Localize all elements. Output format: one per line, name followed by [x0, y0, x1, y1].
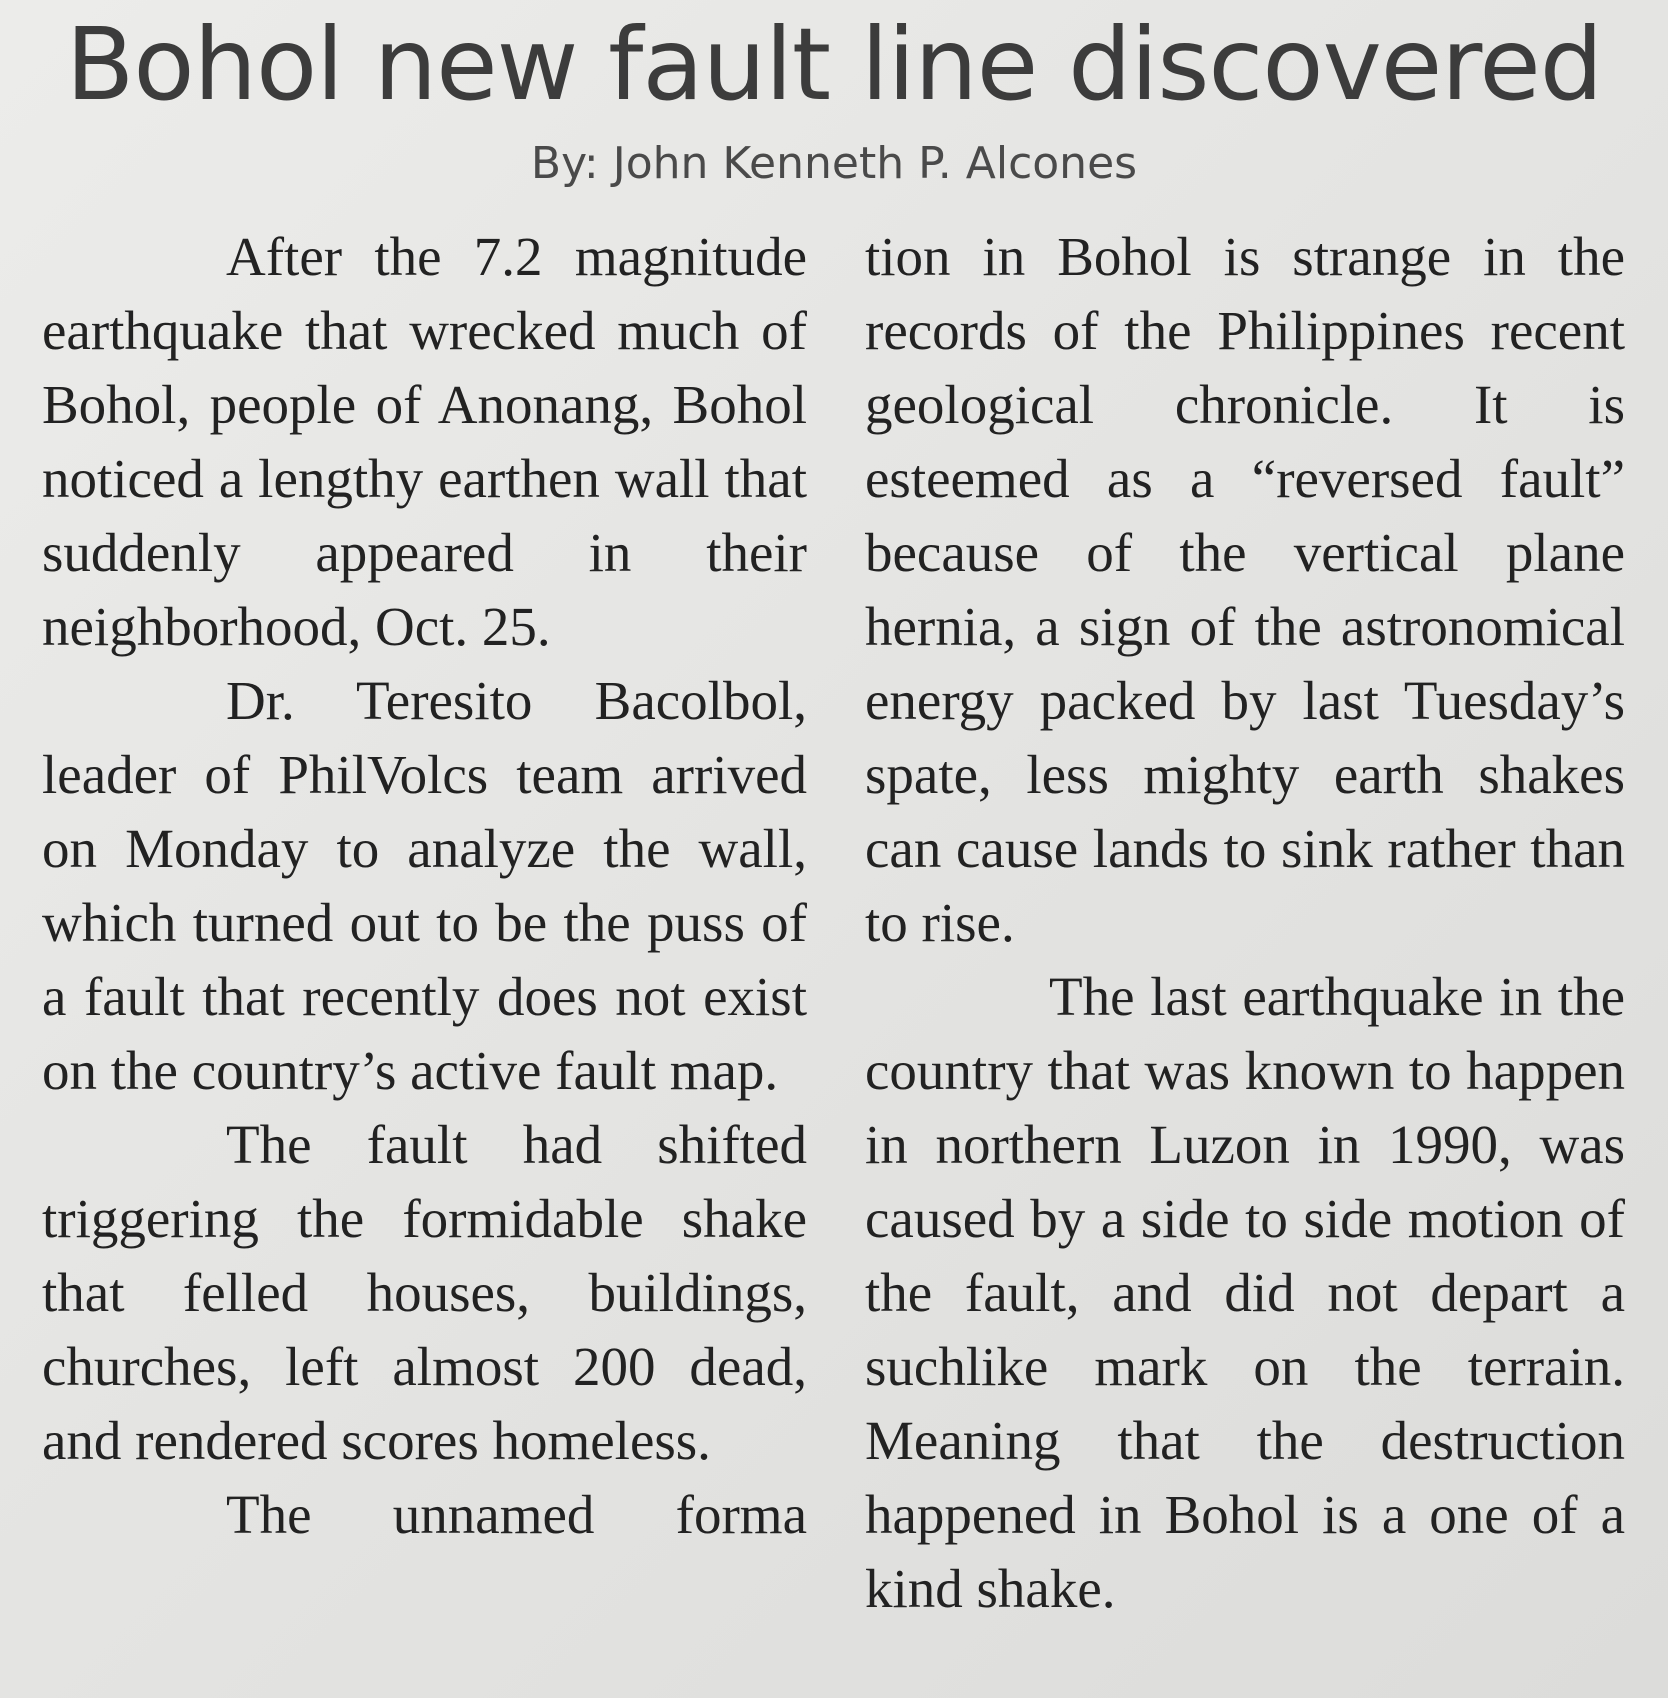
headline: Bohol new fault line discovered [65, 6, 1603, 123]
paragraph: After the 7.2 magnitude earthquake that wrecked much of Bohol, people of Anonang, Bohol noticed a lengthy earthen wall that suddenly appeared in their neighborhood, Oct. 25. [42, 226, 807, 657]
article-column-left [42, 220, 807, 1552]
paragraph: The unnamed forma [226, 1484, 807, 1545]
paragraph: The last earthquake in the country that was known to happen in northern Luzon in 1990, was caused by a side to side motion of the fault, and did not depart a suchlike mark on the terrain. Meaning that the destruction happened in Bohol is a one of a kind shake. [865, 966, 1625, 1619]
paragraph: Dr. Teresito Bacolbol, leader of PhilVolcs team arrived on Monday to analyze the wall, which turned out to be the puss of a fault that recently does not exist on the country’s active fault map. [42, 670, 807, 1101]
paragraph: The fault had shifted triggering the formidable shake that felled houses, buildings, churches, left almost 200 dead, and rendered scores homeless. [42, 1114, 807, 1471]
byline: By: John Kenneth P. Alcones [530, 138, 1138, 189]
article-column-right [865, 220, 1625, 1626]
paragraph: tion in Bohol is strange in the records of the Philippines recent geological chronicle. It is esteemed as a “reversed fault” because of the vertical plane hernia, a sign of the astronomical energy packed by last Tuesday’s spate, less mighty earth shakes can cause lands to sink rather than to rise. [865, 226, 1625, 953]
